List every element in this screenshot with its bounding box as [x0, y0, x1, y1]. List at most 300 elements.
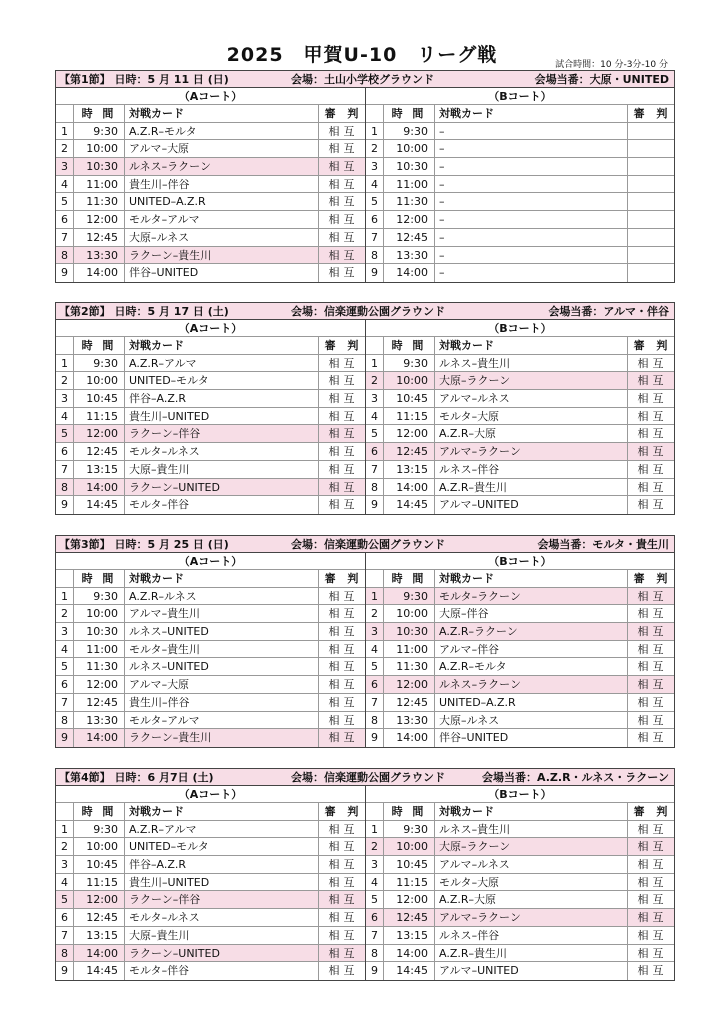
- match-row: [56, 927, 365, 945]
- col-no-header: [56, 570, 73, 587]
- match-number: 3: [371, 625, 378, 639]
- match-number: 1: [61, 124, 68, 138]
- match-number: 1: [61, 356, 68, 370]
- match-row: [366, 909, 674, 927]
- match-row: [366, 355, 674, 373]
- column-header-row: [56, 570, 365, 588]
- referee: 相互: [627, 874, 674, 891]
- match-time: 10:45: [383, 390, 434, 407]
- home-team: アルマ: [129, 607, 162, 621]
- match-card: [434, 856, 627, 873]
- match-card: [124, 729, 318, 747]
- match-time: 9:30: [73, 821, 124, 838]
- match-row: [56, 193, 365, 211]
- match-number: 3: [371, 160, 378, 174]
- referee: 相互: [318, 496, 365, 514]
- match-card: [434, 821, 627, 838]
- match-row: [366, 264, 674, 282]
- col-ref-header: 審 判: [318, 803, 365, 820]
- away-team: ルネス: [167, 445, 200, 459]
- away-team: モルタ: [474, 660, 507, 674]
- referee: 相互: [627, 658, 674, 675]
- match-time: 12:00: [73, 676, 124, 693]
- match-time: 11:00: [383, 176, 434, 193]
- home-team: A.Z.R: [439, 660, 469, 674]
- match-row: [56, 247, 365, 265]
- round-section: [55, 70, 675, 283]
- vs-dash: –: [161, 213, 168, 227]
- match-time: 14:45: [383, 496, 434, 514]
- away-team: モルタ: [176, 374, 209, 388]
- match-card: [124, 962, 318, 980]
- match-row: [56, 390, 365, 408]
- match-number: 2: [371, 840, 378, 854]
- away-team: ラクーン: [466, 840, 511, 854]
- match-number: 1: [61, 589, 68, 603]
- match-number: 6: [371, 911, 378, 925]
- away-team: 伴谷: [477, 462, 500, 476]
- col-time-header: 時 間: [73, 105, 124, 122]
- away-team: 大原: [474, 427, 497, 441]
- match-number: 7: [61, 462, 68, 476]
- home-team: 貴生川: [129, 875, 162, 889]
- match-row: [56, 408, 365, 426]
- vs-dash: –: [161, 142, 168, 156]
- col-ref-header: 審 判: [318, 337, 365, 354]
- referee: 相互: [627, 443, 674, 460]
- match-card: [434, 729, 627, 747]
- col-match-label: 対戦カード: [129, 107, 184, 120]
- vs-dash: –: [161, 445, 168, 459]
- col-no-header: [366, 105, 383, 122]
- vs-dash: –: [439, 213, 445, 227]
- match-number: 4: [371, 642, 378, 656]
- vs-dash: –: [471, 964, 478, 978]
- match-time: 14:00: [383, 479, 434, 496]
- round-header: [56, 769, 674, 786]
- away-team: 貴生川: [167, 642, 201, 656]
- referee: 相互: [627, 461, 674, 478]
- referee: 相互: [627, 641, 674, 658]
- match-number: 7: [371, 928, 378, 942]
- referee: 相互: [627, 945, 674, 962]
- home-team: モルタ: [129, 213, 162, 227]
- away-team: 貴生川: [178, 731, 212, 745]
- match-card: [434, 838, 627, 855]
- vs-dash: –: [172, 248, 179, 262]
- match-number: 8: [371, 480, 378, 494]
- match-card: [434, 874, 627, 891]
- match-row: [56, 641, 365, 659]
- courts: [56, 553, 674, 747]
- match-number: 6: [371, 213, 378, 227]
- match-row: [56, 372, 365, 390]
- home-team: ルネス: [439, 678, 472, 692]
- match-time: 13:15: [73, 461, 124, 478]
- home-team: モルタ: [129, 964, 162, 978]
- match-number: 3: [371, 858, 378, 872]
- away-team: ルネス: [164, 589, 197, 603]
- match-number: 7: [371, 695, 378, 709]
- match-row: [56, 496, 365, 514]
- home-team: アルマ: [439, 445, 472, 459]
- match-time: 9:30: [383, 588, 434, 605]
- match-card: [124, 927, 318, 944]
- match-time: 10:00: [73, 140, 124, 157]
- vs-dash: –: [158, 589, 165, 603]
- match-card: [124, 372, 318, 389]
- round-venue: 会場：信楽運動公園グラウンド: [291, 538, 445, 551]
- away-team: 貴生川: [474, 946, 508, 960]
- venue-duty: 会場当番：大原・UNITED: [534, 73, 669, 86]
- away-team: ラクーン: [477, 678, 521, 692]
- away-team: UNITED: [167, 625, 209, 639]
- home-team: A.Z.R: [129, 356, 159, 370]
- match-number: 4: [61, 409, 68, 423]
- referee: 相互: [318, 838, 365, 855]
- away-team: 大原: [167, 678, 190, 692]
- col-time-header: 時 間: [383, 105, 434, 122]
- away-team: UNITED: [167, 875, 210, 889]
- referee: 相互: [627, 694, 674, 711]
- vs-dash: –: [468, 660, 475, 674]
- vs-dash: –: [471, 642, 478, 656]
- home-team: UNITED: [129, 840, 171, 854]
- match-number: 7: [61, 695, 68, 709]
- match-number: 6: [61, 678, 68, 692]
- court-title: （Aコート）: [56, 320, 365, 337]
- match-number: 2: [61, 374, 68, 388]
- match-row: [366, 496, 674, 514]
- home-team: アルマ: [439, 642, 472, 656]
- col-time-header: 時 間: [383, 803, 434, 820]
- match-time: 11:00: [73, 641, 124, 658]
- match-row: [56, 443, 365, 461]
- match-row: [366, 176, 674, 194]
- referee: 相互: [318, 408, 365, 425]
- match-card: [124, 247, 318, 264]
- match-number: 8: [61, 248, 68, 262]
- match-row: [366, 372, 674, 390]
- home-team: ルネス: [439, 462, 472, 476]
- match-number: 5: [371, 195, 378, 209]
- court-title: （Bコート）: [366, 88, 674, 105]
- match-number: 4: [61, 177, 68, 191]
- court-a: [56, 88, 365, 282]
- match-row: [56, 945, 365, 963]
- vs-dash: –: [162, 409, 168, 423]
- match-row: [56, 821, 365, 839]
- away-team: ルネス: [477, 858, 510, 872]
- match-number: 2: [371, 142, 378, 156]
- home-team: アルマ: [439, 858, 472, 872]
- match-time: 11:15: [73, 408, 124, 425]
- match-time: 10:00: [383, 605, 434, 622]
- col-match-label: 対戦カード: [439, 339, 494, 352]
- match-duration-note: 試合時間：10 分-3分-10 分: [555, 60, 668, 70]
- referee: 相互: [627, 355, 674, 372]
- match-card: [124, 123, 318, 140]
- match-row: [366, 676, 674, 694]
- courts: [56, 786, 674, 980]
- match-card: [434, 443, 627, 460]
- home-team: 貴生川: [129, 409, 162, 423]
- col-time-header: 時 間: [383, 337, 434, 354]
- vs-dash: –: [162, 177, 168, 191]
- match-row: [366, 443, 674, 461]
- away-team: A.Z.R: [486, 695, 516, 709]
- venue-duty: 会場当番：A.Z.R・ルネス・ラクーン: [482, 771, 669, 784]
- vs-dash: –: [439, 248, 445, 262]
- match-number: 9: [61, 498, 68, 512]
- vs-dash: –: [151, 266, 157, 280]
- match-card: [124, 461, 318, 478]
- vs-dash: –: [161, 660, 168, 674]
- match-number: 9: [371, 498, 378, 512]
- home-team: ラクーン: [129, 427, 173, 441]
- match-card: [124, 909, 318, 926]
- away-team: UNITED: [178, 480, 220, 494]
- court-b: [365, 320, 674, 514]
- home-team: 大原: [129, 462, 151, 476]
- match-card: [434, 264, 627, 282]
- match-number: 9: [371, 731, 378, 745]
- home-team: ルネス: [439, 356, 472, 370]
- match-card: [124, 874, 318, 891]
- column-header-row: [56, 337, 365, 355]
- match-card: [434, 623, 627, 640]
- match-card: [434, 479, 627, 496]
- vs-dash: –: [161, 625, 168, 639]
- round-venue: 会場：信楽運動公園グラウンド: [291, 771, 445, 784]
- court-a: [56, 320, 365, 514]
- away-team: ルネス: [477, 392, 510, 406]
- match-row: [56, 176, 365, 194]
- away-team: UNITED: [477, 964, 519, 978]
- match-row: [56, 425, 365, 443]
- referee: 相互: [318, 390, 365, 407]
- match-time: 14:00: [73, 729, 124, 747]
- match-time: 11:30: [73, 658, 124, 675]
- col-match-label: 対戦カード: [129, 805, 184, 818]
- match-card: [124, 891, 318, 908]
- round-date: 【第1節】 日時：5 月 11 日 (日): [59, 73, 229, 86]
- referee: 相互: [318, 605, 365, 622]
- referee: [627, 140, 674, 157]
- away-team: 貴生川: [477, 822, 511, 836]
- vs-dash: –: [439, 124, 445, 138]
- match-number: 4: [371, 409, 378, 423]
- col-match-label: 対戦カード: [129, 339, 184, 352]
- match-number: 4: [61, 875, 68, 889]
- vs-dash: –: [439, 160, 445, 174]
- away-team: A.Z.R: [176, 195, 206, 209]
- vs-dash: –: [151, 392, 157, 406]
- match-row: [366, 821, 674, 839]
- round-venue: 会場：土山小学校グラウンド: [291, 73, 434, 86]
- match-row: [366, 927, 674, 945]
- match-row: [56, 962, 365, 980]
- vs-dash: –: [461, 607, 467, 621]
- vs-dash: –: [471, 462, 478, 476]
- match-row: [366, 123, 674, 141]
- home-team: A.Z.R: [129, 822, 159, 836]
- match-row: [56, 909, 365, 927]
- referee: 相互: [627, 962, 674, 980]
- match-number: 7: [371, 462, 378, 476]
- venue-duty: 会場当番：モルタ・貴生川: [537, 538, 669, 551]
- match-number: 6: [371, 445, 378, 459]
- match-card: [124, 443, 318, 460]
- referee: [627, 123, 674, 140]
- vs-dash: –: [461, 840, 467, 854]
- away-team: 伴谷: [167, 498, 190, 512]
- match-card: [434, 605, 627, 622]
- away-team: 貴生川: [156, 928, 190, 942]
- referee: 相互: [318, 140, 365, 157]
- match-row: [56, 605, 365, 623]
- col-no-header: [56, 803, 73, 820]
- match-row: [366, 158, 674, 176]
- col-no-header: [56, 105, 73, 122]
- match-card: [434, 945, 627, 962]
- home-team: アルマ: [439, 964, 472, 978]
- match-card: [434, 588, 627, 605]
- referee: 相互: [627, 588, 674, 605]
- vs-dash: –: [471, 356, 478, 370]
- col-no-header: [366, 803, 383, 820]
- referee: 相互: [318, 856, 365, 873]
- col-match-header: [124, 105, 318, 122]
- match-number: 9: [371, 964, 378, 978]
- vs-dash: –: [151, 928, 157, 942]
- match-time: 14:45: [383, 962, 434, 980]
- vs-dash: –: [471, 409, 478, 423]
- referee: 相互: [318, 461, 365, 478]
- match-row: [366, 874, 674, 892]
- referee: 相互: [318, 694, 365, 711]
- referee: 相互: [318, 874, 365, 891]
- away-team: UNITED: [167, 409, 210, 423]
- match-number: 9: [61, 266, 68, 280]
- match-card: [434, 496, 627, 514]
- match-number: 2: [371, 374, 378, 388]
- vs-dash: –: [461, 731, 467, 745]
- referee: 相互: [627, 408, 674, 425]
- referee: 相互: [318, 123, 365, 140]
- match-row: [366, 390, 674, 408]
- match-card: [124, 712, 318, 729]
- match-time: 12:45: [383, 443, 434, 460]
- vs-dash: –: [170, 374, 177, 388]
- vs-dash: –: [172, 480, 179, 494]
- match-card: [434, 372, 627, 389]
- match-row: [56, 838, 365, 856]
- vs-dash: –: [468, 893, 475, 907]
- match-row: [56, 694, 365, 712]
- home-team: ラクーン: [129, 946, 173, 960]
- match-row: [366, 193, 674, 211]
- home-team: A.Z.R: [439, 480, 469, 494]
- match-row: [366, 891, 674, 909]
- match-time: 13:15: [73, 927, 124, 944]
- match-card: [434, 909, 627, 926]
- match-row: [366, 962, 674, 980]
- match-time: 11:30: [73, 193, 124, 210]
- court-title: （Bコート）: [366, 786, 674, 803]
- home-team: アルマ: [439, 498, 472, 512]
- court-title: （Aコート）: [56, 786, 365, 803]
- away-team: アルマ: [164, 356, 197, 370]
- match-number: 6: [371, 678, 378, 692]
- vs-dash: –: [471, 875, 478, 889]
- col-match-header: [124, 337, 318, 354]
- vs-dash: –: [480, 695, 487, 709]
- match-time: 12:45: [73, 229, 124, 246]
- vs-dash: –: [471, 822, 478, 836]
- match-number: 4: [371, 177, 378, 191]
- away-team: 伴谷: [167, 964, 190, 978]
- match-row: [366, 479, 674, 497]
- away-team: アルマ: [167, 213, 200, 227]
- referee: 相互: [627, 821, 674, 838]
- match-row: [56, 856, 365, 874]
- match-row: [56, 158, 365, 176]
- match-card: [434, 962, 627, 980]
- match-time: 11:30: [383, 658, 434, 675]
- match-card: [124, 193, 318, 210]
- match-number: 1: [371, 822, 378, 836]
- referee: 相互: [318, 945, 365, 962]
- round-section: [55, 535, 675, 748]
- match-number: 5: [61, 893, 68, 907]
- away-team: ルネス: [167, 911, 200, 925]
- match-time: 12:00: [73, 891, 124, 908]
- match-time: 10:45: [383, 856, 434, 873]
- match-card: [434, 193, 627, 210]
- match-time: 9:30: [383, 123, 434, 140]
- away-team: モルタ: [164, 124, 197, 138]
- match-time: 12:45: [73, 694, 124, 711]
- round-section: [55, 768, 675, 981]
- vs-dash: –: [158, 822, 165, 836]
- away-team: 貴生川: [477, 356, 511, 370]
- match-card: [124, 355, 318, 372]
- match-time: 14:00: [383, 945, 434, 962]
- referee: 相互: [318, 962, 365, 980]
- away-team: アルマ: [167, 713, 200, 727]
- court-b: [365, 88, 674, 282]
- vs-dash: –: [468, 946, 475, 960]
- away-team: ルネス: [156, 230, 190, 244]
- away-team: 伴谷: [178, 893, 201, 907]
- vs-dash: –: [439, 177, 445, 191]
- home-team: 伴谷: [129, 392, 151, 406]
- match-number: 2: [61, 142, 68, 156]
- away-team: 伴谷: [477, 642, 500, 656]
- match-time: 11:30: [383, 193, 434, 210]
- referee: 相互: [318, 588, 365, 605]
- column-header-row: [56, 105, 365, 123]
- match-card: [434, 712, 627, 729]
- vs-dash: –: [172, 893, 179, 907]
- match-card: [124, 821, 318, 838]
- vs-dash: –: [468, 480, 475, 494]
- vs-dash: –: [471, 678, 478, 692]
- match-card: [434, 158, 627, 175]
- vs-dash: –: [161, 160, 168, 174]
- match-card: [434, 176, 627, 193]
